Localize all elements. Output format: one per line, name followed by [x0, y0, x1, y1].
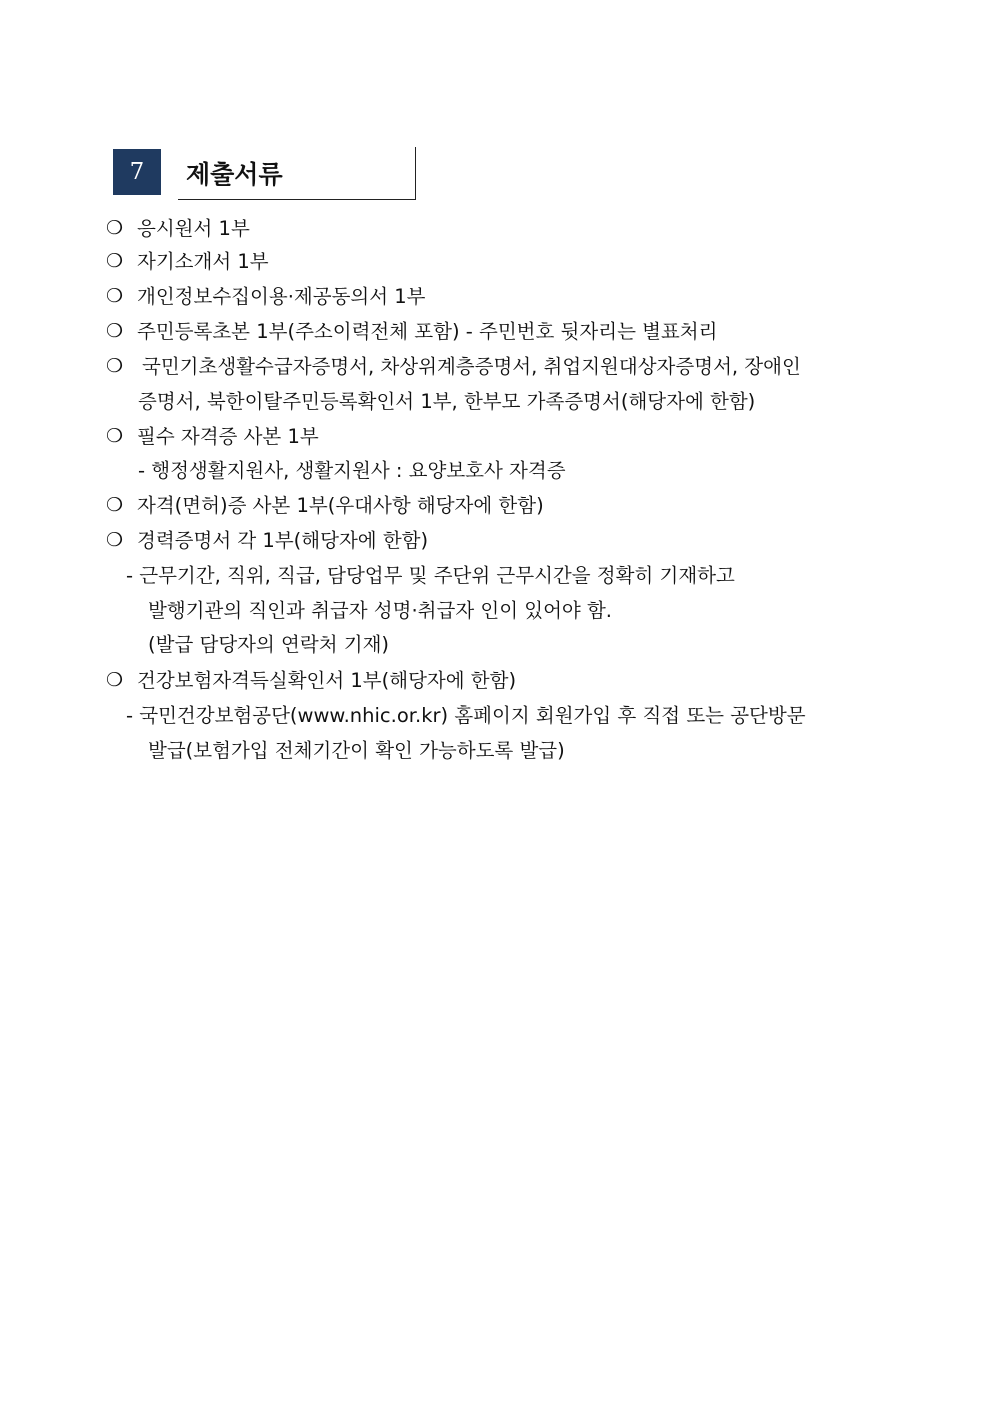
bullet-icon: ❍ [106, 425, 124, 447]
list-item-text: 자격(면허)증 사본 1부(우대사항 해당자에 한함) [137, 494, 544, 517]
bullet-icon: ❍ [106, 285, 124, 307]
list-item-text: 자기소개서 1부 [137, 250, 269, 273]
list-item-detail: - 근무기간, 직위, 직급, 담당업무 및 주단위 근무시간을 정확히 기재하고 [126, 564, 735, 587]
bullet-icon: ❍ [106, 355, 124, 377]
list-item-detail-continuation: 발행기관의 직인과 취급자 성명·취급자 인이 있어야 함. [148, 599, 613, 622]
bullet-icon: ❍ [106, 250, 124, 272]
bullet-icon: ❍ [106, 669, 124, 691]
list-item-detail-continuation: 발급(보험가입 전체기간이 확인 가능하도록 발급) [148, 739, 565, 762]
list-item-detail-continuation: (발급 담당자의 연락처 기재) [148, 633, 390, 656]
list-item-continuation: 증명서, 북한이탈주민등록확인서 1부, 한부모 가족증명서(해당자에 한함) [138, 390, 756, 413]
bullet-icon: ❍ [106, 529, 124, 551]
bullet-icon: ❍ [106, 217, 124, 239]
bullet-icon: ❍ [106, 320, 124, 342]
section-title: 제출서류 [186, 160, 283, 189]
list-item-text: 개인정보수집이용·제공동의서 1부 [137, 285, 426, 308]
section-number-badge: 7 [113, 149, 161, 195]
list-item-text: 필수 자격증 사본 1부 [137, 425, 319, 448]
section-title-frame [178, 147, 416, 200]
list-item-detail: - 행정생활지원사, 생활지원사 : 요양보호사 자격증 [138, 459, 566, 482]
bullet-icon: ❍ [106, 494, 124, 516]
list-item-text: 국민기초생활수급자증명서, 차상위계층증명서, 취업지원대상자증명서, 장애인 [142, 355, 801, 378]
list-item-detail: - 국민건강보험공단(www.nhic.or.kr) 홈페이지 회원가입 후 직접 또는 공단방문 [126, 704, 806, 727]
list-item-text: 응시원서 1부 [137, 217, 250, 240]
list-item-text: 주민등록초본 1부(주소이력전체 포함) - 주민번호 뒷자리는 별표처리 [137, 320, 718, 343]
section-header [113, 147, 416, 200]
list-item-text: 건강보험자격득실확인서 1부(해당자에 한함) [137, 669, 517, 692]
list-item-text: 경력증명서 각 1부(해당자에 한함) [137, 529, 429, 552]
